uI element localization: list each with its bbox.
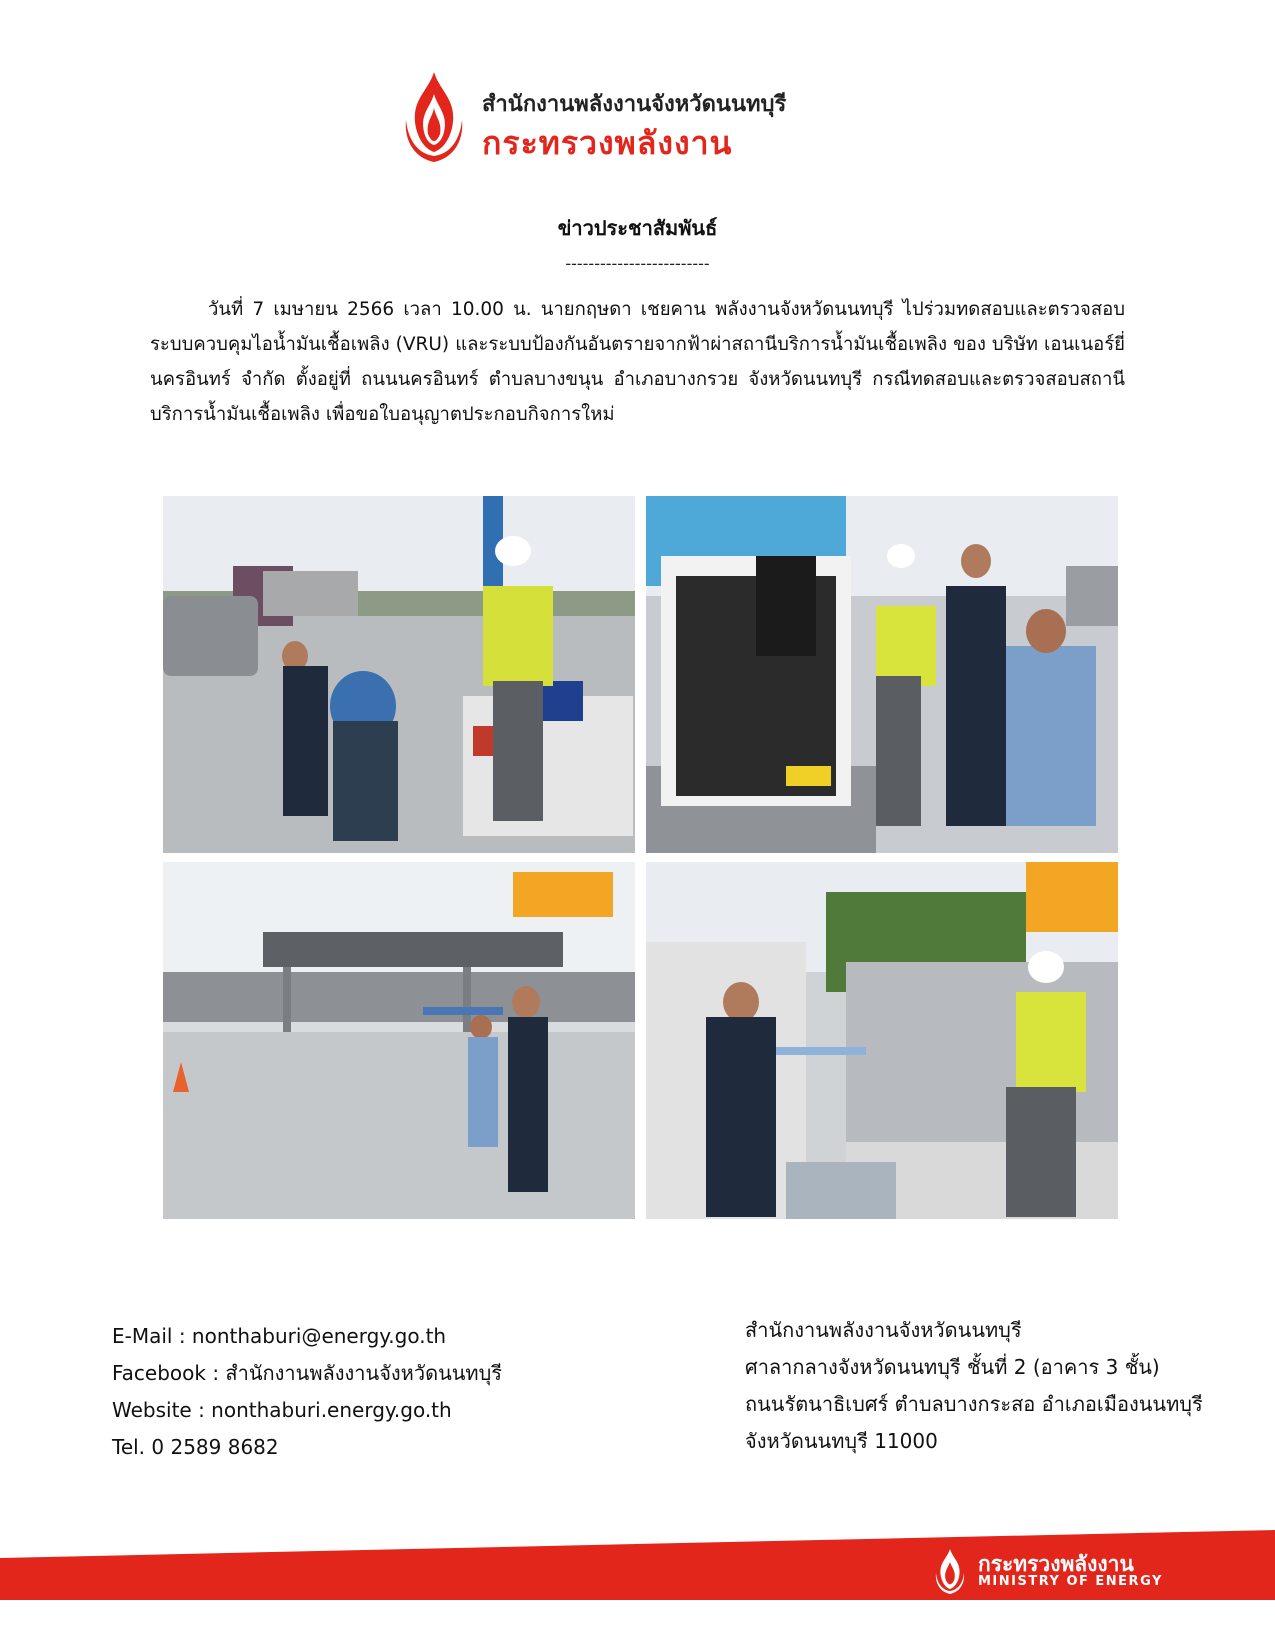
- photo-station-canopy: [163, 862, 635, 1219]
- footer-flame-icon: [930, 1548, 970, 1596]
- photo-vru-testing: [163, 496, 635, 853]
- photo-dispenser-inspection: [646, 496, 1118, 853]
- photo-grid: [163, 496, 1118, 1221]
- letterhead: [400, 70, 920, 170]
- address-line-4: จังหวัดนนทบุรี 11000: [745, 1429, 938, 1453]
- office-address: [745, 1312, 1203, 1460]
- contact-tel: Tel. 0 2589 8682: [112, 1435, 279, 1459]
- footer-ministry-en: MINISTRY OF ENERGY: [978, 1574, 1163, 1589]
- address-line-3: ถนนรัตนาธิเบศร์ ตำบลบางกระสอ อำเภอเมืองนนทบุรี: [745, 1392, 1203, 1416]
- org-name: สำนักงานพลังงานจังหวัดนนทบุรี: [482, 92, 787, 117]
- ministry-name: กระทรวงพลังงาน: [482, 124, 733, 162]
- flame-logo-icon: [400, 70, 468, 166]
- contact-info: [112, 1318, 502, 1466]
- body-text: วันที่ 7 เมษายน 2566 เวลา 10.00 น. นายกฤษดา เชยคาน พลังงานจังหวัดนนทบุรี ไปร่วมทดสอบและตรวจสอบระบบควบคุมไอน้ำมันเชื้อเพลิง (VRU) และระบบป้องกันอันตรายจากฟ้าผ่าสถานีบริการน้ำมันเชื้อเพลิง ของ บริษัท เอนเนอร์ยี่ นครอินทร์ จำกัด ตั้งอยู่ที่ ถนนนครอินทร์ ตำบลบางขนุน อำเภอบางกรวย จังหวัดนนทบุรี กรณีทดสอบและตรวจสอบสถานีบริการน้ำมันเชื้อเพลิง เพื่อขอใบอนุญาตประกอบกิจการใหม่: [150, 299, 1125, 425]
- photo-lightning-protection: [646, 862, 1118, 1219]
- address-line-1: สำนักงานพลังงานจังหวัดนนทบุรี: [745, 1318, 1022, 1342]
- document-title: ข่าวประชาสัมพันธ์: [557, 216, 718, 240]
- contact-facebook: Facebook : สำนักงานพลังงานจังหวัดนนทบุรี: [112, 1361, 503, 1385]
- contact-email: E-Mail : nonthaburi@energy.go.th: [112, 1324, 447, 1348]
- footer-logo: [930, 1548, 1230, 1598]
- footer-ministry-th: กระทรวงพลังงาน: [978, 1552, 1134, 1576]
- contact-website: Website : nonthaburi.energy.go.th: [112, 1398, 452, 1422]
- title-divider: -------------------------: [565, 254, 710, 273]
- address-line-2: ศาลากลางจังหวัดนนทบุรี ชั้นที่ 2 (อาคาร 3 ชั้น): [745, 1355, 1160, 1379]
- body-paragraph: [150, 292, 1125, 432]
